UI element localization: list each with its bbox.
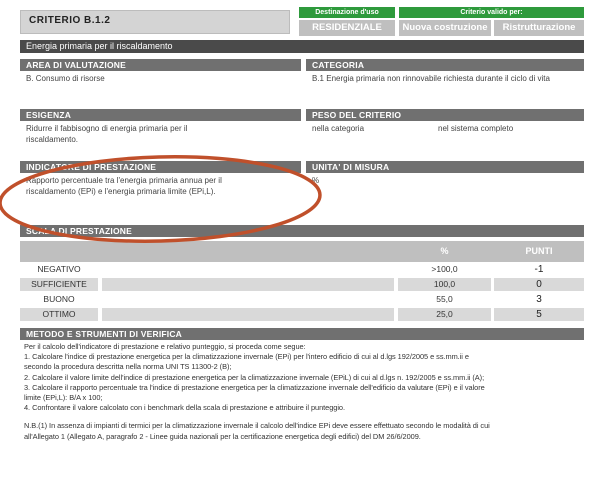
metodo-line: limite (EPi,L): B/A x 100; bbox=[24, 393, 103, 403]
nuova-costruzione-box: Nuova costruzione bbox=[399, 20, 491, 36]
area-text: B. Consumo di risorse bbox=[26, 74, 105, 83]
scala-row-fill bbox=[102, 293, 394, 306]
criterio-sheet bbox=[20, 6, 584, 442]
scala-row-punti: 0 bbox=[494, 278, 584, 291]
metodo-label: METODO E STRUMENTI DI VERIFICA bbox=[20, 328, 584, 340]
criterio-title: CRITERIO B.1.2 bbox=[29, 15, 111, 26]
scala-row-label: NEGATIVO bbox=[37, 264, 81, 274]
unita-text: % bbox=[312, 176, 320, 185]
scala-row-fill bbox=[102, 278, 394, 291]
esigenza-line: Ridurre il fabbisogno di energia primaria per il bbox=[26, 124, 188, 133]
scala-row-label: SUFFICIENTE bbox=[20, 278, 98, 291]
scala-row-label: BUONO bbox=[43, 294, 75, 304]
nota-bene bbox=[24, 421, 582, 441]
categoria-label: CATEGORIA bbox=[306, 59, 584, 71]
peso-sistema: nel sistema completo bbox=[438, 124, 514, 133]
indicatore-unita-row bbox=[20, 161, 584, 213]
criterio-valido-label: Criterio valido per: bbox=[399, 7, 584, 18]
scala-col-punti: PUNTI bbox=[525, 246, 553, 256]
metodo-line: Per il calcolo dell'indicatore di prestazione e relativo punteggio, si proceda come segue: bbox=[24, 342, 306, 351]
nb-line: N.B.(1) In assenza di impianti di termici per la climatizzazione invernale il calcolo dell'indice EPi deve essere effettuato secondo le modalità di cui bbox=[24, 421, 490, 431]
metodo-line: 3. Calcolare il rapporto percentuale tra l'indice di prestazione energetica per la climatizzazione invernale dell'edificio da valutare (EPi) e il valore bbox=[24, 382, 485, 392]
metodo-text bbox=[20, 340, 584, 442]
indicatore-section bbox=[20, 161, 301, 213]
area-section bbox=[20, 59, 301, 109]
unita-section bbox=[306, 161, 584, 213]
indicatore-line: riscaldamento (EPi) e l'energia primaria limite (EPi,L). bbox=[26, 187, 216, 196]
metodo-line: 1. Calcolare l'indice di prestazione energetica per la climatizzazione invernale (EPi) per l'intero edificio di cui al d.lgs 192/2005 e ss.mm.ii e bbox=[24, 352, 469, 362]
indicatore-label: INDICATORE DI PRESTAZIONE bbox=[20, 161, 301, 173]
scala-row-punti: 5 bbox=[494, 308, 584, 321]
metodo-line: secondo la procedura descritta nella norma UNI TS 11300-2 (B); bbox=[24, 362, 232, 372]
area-categoria-row bbox=[20, 59, 584, 109]
scala-row bbox=[20, 307, 584, 322]
ristrutturazione-box: Ristrutturazione bbox=[494, 20, 584, 36]
scala-row-fill bbox=[102, 263, 394, 276]
categoria-section bbox=[306, 59, 584, 109]
scala-label: SCALA DI PRESTAZIONE bbox=[20, 225, 584, 237]
scala-row-punti: 3 bbox=[536, 294, 542, 305]
scala-col-pct: % bbox=[440, 246, 449, 256]
unita-label: UNITA' DI MISURA bbox=[306, 161, 584, 173]
peso-categoria: nella categoria bbox=[312, 124, 365, 133]
area-label: AREA DI VALUTAZIONE bbox=[20, 59, 301, 71]
indicatore-text bbox=[20, 173, 301, 213]
scala-row-pct: >100,0 bbox=[431, 264, 458, 274]
nb-line: all'Allegato 1 (Allegato A, paragrafo 2 - Linee guida nazionali per la certificazione energetica degli edifici) del DM 26/6/2009. bbox=[24, 431, 421, 441]
scala-row bbox=[20, 277, 584, 292]
destinazione-label: Destinazione d'uso bbox=[299, 7, 395, 18]
categoria-text: B.1 Energia primaria non rinnovabile richiesta durante il ciclo di vita bbox=[312, 74, 550, 83]
scala-row-pct: 25,0 bbox=[398, 308, 491, 321]
peso-values bbox=[306, 121, 584, 161]
esigenza-label: ESIGENZA bbox=[20, 109, 301, 121]
esigenza-section bbox=[20, 109, 301, 161]
scala-row-pct: 55,0 bbox=[436, 294, 453, 304]
indicatore-line: Rapporto percentuale tra l'energia primaria annua per il bbox=[26, 176, 222, 185]
criterio-box bbox=[20, 10, 290, 34]
peso-label: PESO DEL CRITERIO bbox=[306, 109, 584, 121]
scala-row-punti: -1 bbox=[534, 264, 544, 275]
peso-section bbox=[306, 109, 584, 161]
scala-row bbox=[20, 292, 584, 307]
metodo-line: 2. Calcolare il valore limite dell'indice di prestazione energetica per la climatizzazione invernale (EPiL) di cui al d.lgs n. 192/2005 e ss.mm.ii (A); bbox=[24, 372, 485, 382]
scala-row-fill bbox=[102, 308, 394, 321]
esigenza-peso-row bbox=[20, 109, 584, 161]
residenziale-box: RESIDENZIALE bbox=[299, 20, 395, 36]
esigenza-text bbox=[20, 121, 301, 161]
sheet-header bbox=[20, 6, 584, 36]
metodo-line: 4. Confrontare il valore calcolato con i benchmark della scala di prestazione e attribuire il punteggio. bbox=[24, 403, 345, 413]
scala-header bbox=[20, 241, 584, 262]
scala-row-pct: 100,0 bbox=[398, 278, 491, 291]
criterio-subtitle: Energia primaria per il riscaldamento bbox=[20, 40, 584, 53]
scala-row bbox=[20, 262, 584, 277]
scala-row-label: OTTIMO bbox=[20, 308, 98, 321]
esigenza-line: riscaldamento. bbox=[26, 135, 79, 144]
